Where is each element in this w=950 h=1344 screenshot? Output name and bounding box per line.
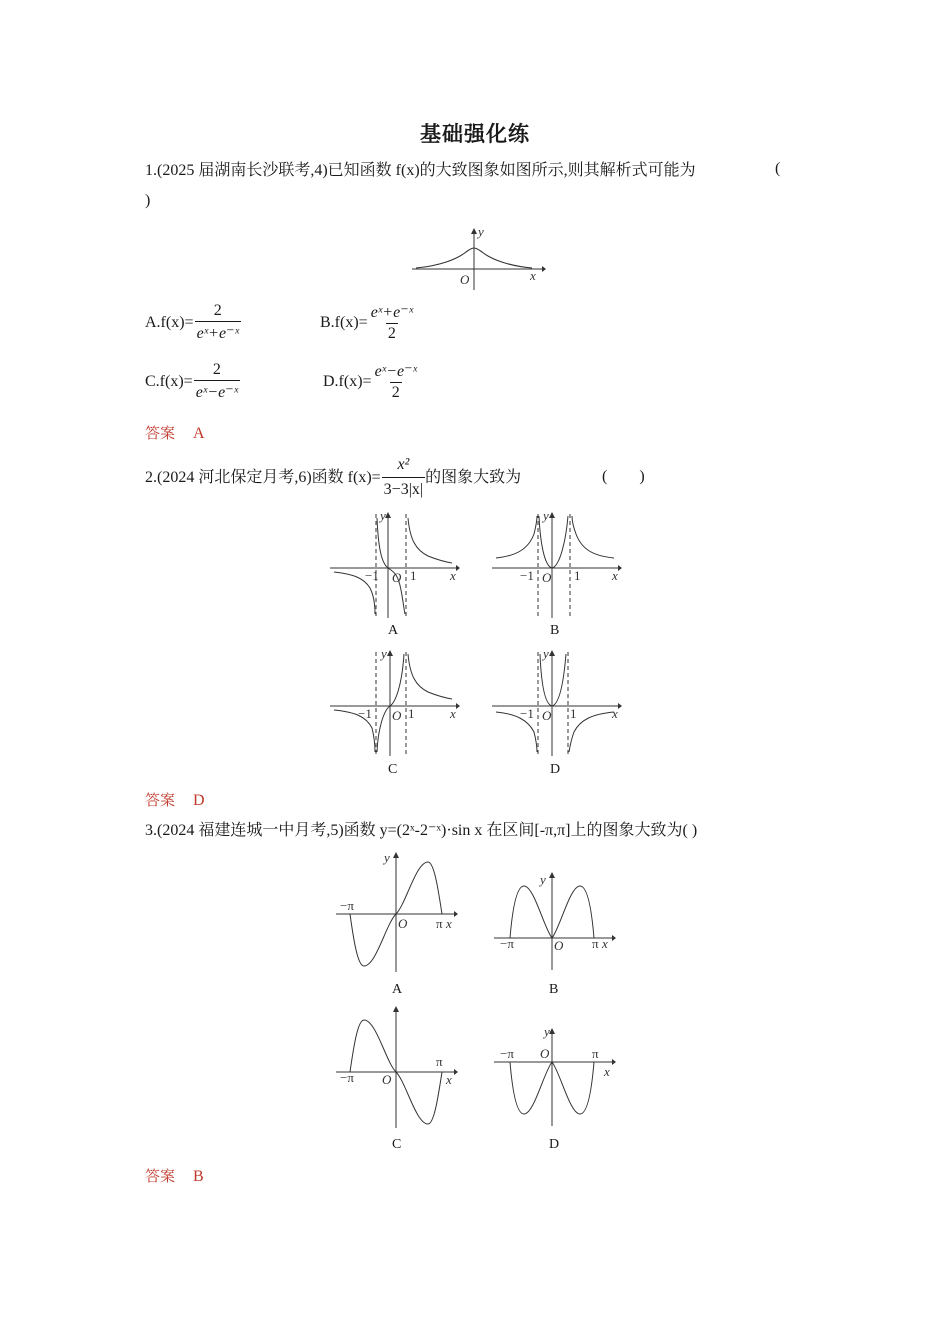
q3-graph-c bbox=[332, 1004, 462, 1132]
q2-stem-suffix: 的图象大致为 bbox=[425, 468, 522, 486]
q2b-y-label: y bbox=[543, 510, 549, 523]
q1-graph bbox=[408, 222, 548, 292]
q3b-origin: O bbox=[554, 938, 564, 953]
q2b-neg-one: −1 bbox=[520, 568, 534, 583]
q1-y-arrow-icon bbox=[471, 228, 477, 234]
q2c-one: 1 bbox=[408, 706, 415, 721]
q1-option-c-den: eˣ−e⁻ˣ bbox=[194, 380, 240, 402]
q1-option-a-den: eˣ+e⁻ˣ bbox=[195, 321, 241, 343]
q1-x-arrow-icon bbox=[542, 266, 546, 272]
q2b-y-arrow-icon bbox=[549, 512, 555, 518]
q3b-pi: π bbox=[592, 936, 599, 951]
q2c-origin: O bbox=[392, 708, 402, 723]
q1-answer bbox=[145, 422, 205, 443]
q2d-y-arrow-icon bbox=[549, 650, 555, 656]
q1-option-c-num: 2 bbox=[212, 361, 221, 378]
q2-answer-value: D bbox=[193, 792, 205, 809]
q3d-origin: O bbox=[540, 1046, 550, 1061]
q3b-y-arrow-icon bbox=[549, 872, 555, 878]
q1-answer-label: 答案 bbox=[145, 424, 176, 442]
q3c-y-arrow-icon bbox=[393, 1006, 399, 1012]
q3a-x-label: x bbox=[446, 916, 452, 931]
q1-option-c bbox=[145, 361, 240, 402]
q1-option-a bbox=[145, 302, 241, 343]
q2a-neg-one: −1 bbox=[365, 568, 379, 583]
q3a-neg-pi: −π bbox=[340, 898, 354, 913]
q3a-y-label: y bbox=[384, 850, 390, 865]
q2b-x-arrow-icon bbox=[618, 565, 622, 571]
q3c-x-label: x bbox=[446, 1072, 452, 1087]
q2-graph-c bbox=[328, 648, 468, 758]
q3-stem: 3.(2024 福建连城一中月考,5)函数 y=(2ˣ-2⁻ˣ)·sin x 在区间[-π,π]上的图象大致为( ) bbox=[145, 822, 698, 839]
q2b-x-label: x bbox=[612, 568, 618, 583]
q1-stem: 1.(2025 届湖南长沙联考,4)已知函数 f(x)的大致图象如图所示,则其解析式可能为 bbox=[145, 162, 696, 179]
q3-graph-a bbox=[332, 848, 462, 976]
q3a-x-arrow-icon bbox=[454, 911, 458, 917]
q3-graph-b-label: B bbox=[549, 982, 559, 997]
q2-graph-b-label: B bbox=[550, 623, 560, 638]
q1-option-b-label: B.f(x)= bbox=[320, 313, 368, 331]
q3d-neg-pi: −π bbox=[500, 1046, 514, 1061]
q2-answer-label: 答案 bbox=[145, 791, 176, 809]
q3b-x-arrow-icon bbox=[612, 935, 616, 941]
q2-graph-a bbox=[328, 510, 468, 620]
q3c-origin: O bbox=[382, 1072, 392, 1087]
q2d-y-label: y bbox=[543, 648, 549, 661]
q1-x-label: x bbox=[530, 268, 536, 283]
q3c-x-arrow-icon bbox=[454, 1069, 458, 1075]
q2a-y-arrow-icon bbox=[385, 512, 391, 518]
q1-option-c-label: C.f(x)= bbox=[145, 372, 193, 390]
q2b-one: 1 bbox=[574, 568, 581, 583]
q2a-origin: O bbox=[392, 570, 402, 585]
q3a-origin: O bbox=[398, 916, 408, 931]
q2a-one: 1 bbox=[410, 568, 417, 583]
q3b-neg-pi: −π bbox=[500, 936, 514, 951]
q1-origin-label: O bbox=[460, 272, 470, 287]
q1-option-b-num: eˣ+e⁻ˣ bbox=[370, 304, 414, 321]
q2-graph-b bbox=[490, 510, 630, 620]
q3-graph-b bbox=[490, 868, 620, 973]
q2-answer bbox=[145, 789, 205, 810]
q2c-neg-one: −1 bbox=[358, 706, 372, 721]
q2-graph-c-label: C bbox=[388, 762, 398, 777]
q2-paren: ( ) bbox=[602, 468, 645, 485]
q3-answer-label: 答案 bbox=[145, 1167, 176, 1185]
q1-option-b bbox=[320, 302, 415, 343]
q2d-neg-one: −1 bbox=[520, 706, 534, 721]
q2d-one: 1 bbox=[570, 706, 577, 721]
q2-frac-den: 3−3|x| bbox=[382, 477, 425, 501]
q3d-y-label: y bbox=[544, 1026, 550, 1039]
q3c-pi: π bbox=[436, 1054, 443, 1069]
q1-y-label: y bbox=[478, 224, 484, 239]
q3a-y-arrow-icon bbox=[393, 852, 399, 858]
q2a-y-label: y bbox=[380, 510, 386, 523]
q3d-x-label: x bbox=[604, 1064, 610, 1079]
q3-graph-d-label: D bbox=[549, 1137, 560, 1152]
q3d-pi: π bbox=[592, 1046, 599, 1061]
q2-stem bbox=[145, 454, 521, 501]
section-title: 基础强化练 bbox=[420, 122, 530, 146]
q2c-x-label: x bbox=[450, 706, 456, 721]
q3-graph-a-label: A bbox=[392, 982, 403, 997]
q2c-x-arrow-icon bbox=[456, 703, 460, 709]
q2b-origin: O bbox=[542, 570, 552, 585]
q3b-y-label: y bbox=[540, 872, 546, 887]
q2a-x-label: x bbox=[450, 568, 456, 583]
q2-graph-d bbox=[490, 648, 630, 758]
q3c-neg-pi: −π bbox=[340, 1070, 354, 1085]
q2d-x-label: x bbox=[612, 706, 618, 721]
q3-answer-value: B bbox=[193, 1168, 204, 1185]
q1-paren-open: ( bbox=[775, 160, 781, 177]
q3d-y-arrow-icon bbox=[549, 1028, 555, 1034]
q3-graph-d bbox=[490, 1026, 620, 1131]
q1-option-a-num: 2 bbox=[213, 302, 222, 319]
q2-frac-num: x² bbox=[397, 456, 410, 473]
q2c-y-arrow-icon bbox=[387, 650, 393, 656]
q2a-x-arrow-icon bbox=[456, 565, 460, 571]
q3b-x-label: x bbox=[602, 936, 608, 951]
q2-stem-prefix: 2.(2024 河北保定月考,6)函数 f(x)= bbox=[145, 468, 381, 486]
q2-graph-d-label: D bbox=[550, 762, 561, 777]
q2d-x-arrow-icon bbox=[618, 703, 622, 709]
q3-answer bbox=[145, 1165, 204, 1186]
q2-graph-a-label: A bbox=[388, 623, 399, 638]
q1-option-b-den: 2 bbox=[387, 325, 396, 342]
q1-option-d-den: 2 bbox=[391, 384, 400, 401]
q2c-y-label: y bbox=[381, 648, 387, 661]
q1-option-d-label: D.f(x)= bbox=[323, 372, 372, 390]
q3a-pi: π bbox=[436, 916, 443, 931]
q3-graph-c-label: C bbox=[392, 1137, 402, 1152]
q1-paren-close: ) bbox=[145, 192, 151, 209]
q1-option-a-label: A.f(x)= bbox=[145, 313, 194, 331]
q1-option-d-num: eˣ−e⁻ˣ bbox=[374, 363, 418, 380]
q2d-origin: O bbox=[542, 708, 552, 723]
q1-option-d bbox=[323, 361, 419, 402]
q1-answer-value: A bbox=[193, 425, 205, 442]
q3d-x-arrow-icon bbox=[612, 1059, 616, 1065]
